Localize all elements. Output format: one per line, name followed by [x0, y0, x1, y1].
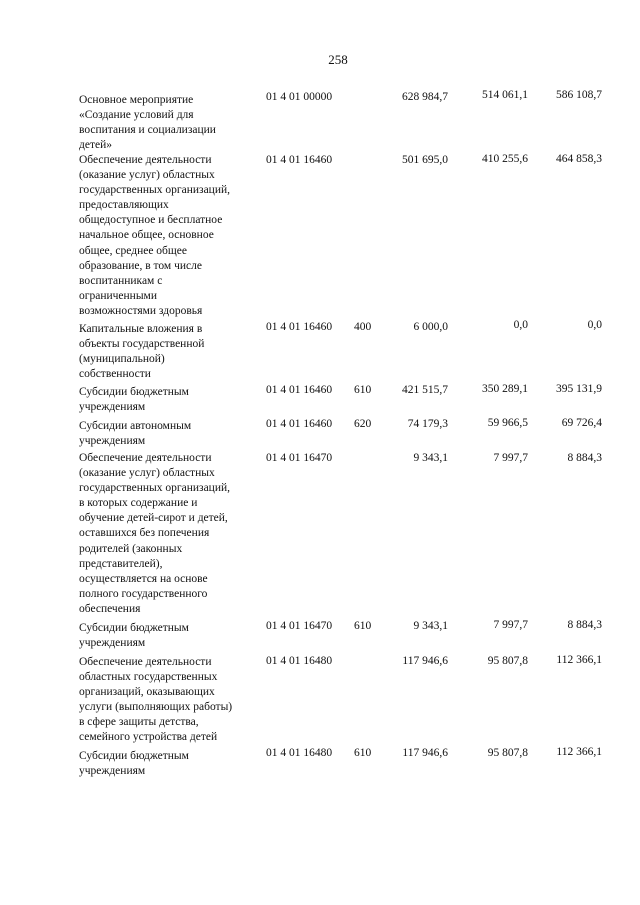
- row-value-3: 112 366,1: [556, 654, 602, 666]
- row-code: 01 4 01 16480: [266, 655, 333, 667]
- row-value-2: 95 807,8: [487, 655, 528, 667]
- row-code: 01 4 01 16470: [266, 452, 333, 464]
- row-value-1: 117 946,6: [402, 655, 448, 667]
- row-name: Капитальные вложения в объекты государственной (муниципальной) собственности: [79, 323, 205, 381]
- row-code: 01 4 01 16460: [266, 384, 333, 396]
- row-value-3: 0,0: [587, 319, 602, 331]
- row-code: 01 4 01 16460: [266, 154, 333, 166]
- row-type: 610: [354, 384, 372, 396]
- row-value-1: 6 000,0: [413, 321, 448, 333]
- row-value-2: 7 997,7: [493, 452, 528, 464]
- row-value-3: 69 726,4: [561, 417, 602, 429]
- row-value-2: 59 966,5: [487, 417, 528, 429]
- row-name: Обеспечение деятельности (оказание услуг) областных государственных организаций, предоставляющих общедоступное и бесплатное начальное общее, основное общее, среднее общее образование, в том числе воспитанникам с ограниченными возможностями здоровья: [79, 154, 231, 317]
- page-number: 258: [328, 52, 348, 67]
- row-value-3: 8 884,3: [567, 452, 602, 464]
- row-type: 400: [354, 321, 372, 333]
- row-type: 610: [354, 620, 372, 632]
- row-value-1: 9 343,1: [413, 620, 448, 632]
- row-value-3: 586 108,7: [556, 89, 602, 101]
- row-value-2: 410 255,6: [482, 153, 528, 165]
- row-value-1: 628 984,7: [402, 91, 448, 103]
- row-name: Субсидии бюджетным учреждениям: [79, 750, 189, 778]
- row-value-2: 0,0: [513, 319, 528, 331]
- row-code: 01 4 01 16460: [266, 321, 333, 333]
- row-name: Основное мероприятие «Создание условий для воспитания и социализации детей»: [79, 94, 216, 152]
- row-code: 01 4 01 16470: [266, 620, 333, 632]
- row-value-2: 95 807,8: [487, 747, 528, 759]
- row-type: 620: [354, 418, 372, 430]
- row-code: 01 4 01 16480: [266, 747, 333, 759]
- row-value-3: 8 884,3: [567, 619, 602, 631]
- row-value-1: 9 343,1: [413, 452, 448, 464]
- row-type: 610: [354, 747, 372, 759]
- row-value-2: 514 061,1: [482, 89, 528, 101]
- row-value-1: 117 946,6: [402, 747, 448, 759]
- row-value-2: 7 997,7: [493, 619, 528, 631]
- row-value-1: 501 695,0: [402, 154, 448, 166]
- row-code: 01 4 01 00000: [266, 91, 333, 103]
- row-name: Субсидии бюджетным учреждениям: [79, 386, 189, 414]
- row-name: Субсидии бюджетным учреждениям: [79, 622, 189, 650]
- row-code: 01 4 01 16460: [266, 418, 333, 430]
- row-value-1: 74 179,3: [407, 418, 448, 430]
- row-value-3: 464 858,3: [556, 153, 602, 165]
- row-value-1: 421 515,7: [402, 384, 448, 396]
- row-value-3: 395 131,9: [556, 383, 602, 395]
- row-name: Обеспечение деятельности (оказание услуг) областных государственных организаций, в которых содержание и обучение детей-сирот и детей, оставшихся без попечения родителей (законных представителей), осуществляется на основе полного государственного обеспечения: [79, 452, 231, 615]
- row-value-3: 112 366,1: [556, 746, 602, 758]
- row-name: Субсидии автономным учреждениям: [79, 420, 192, 448]
- row-name: Обеспечение деятельности областных государственных организаций, оказывающих услуги (выполняющих работы) в сфере защиты детства, семейного устройства детей: [79, 656, 233, 744]
- row-value-2: 350 289,1: [482, 383, 528, 395]
